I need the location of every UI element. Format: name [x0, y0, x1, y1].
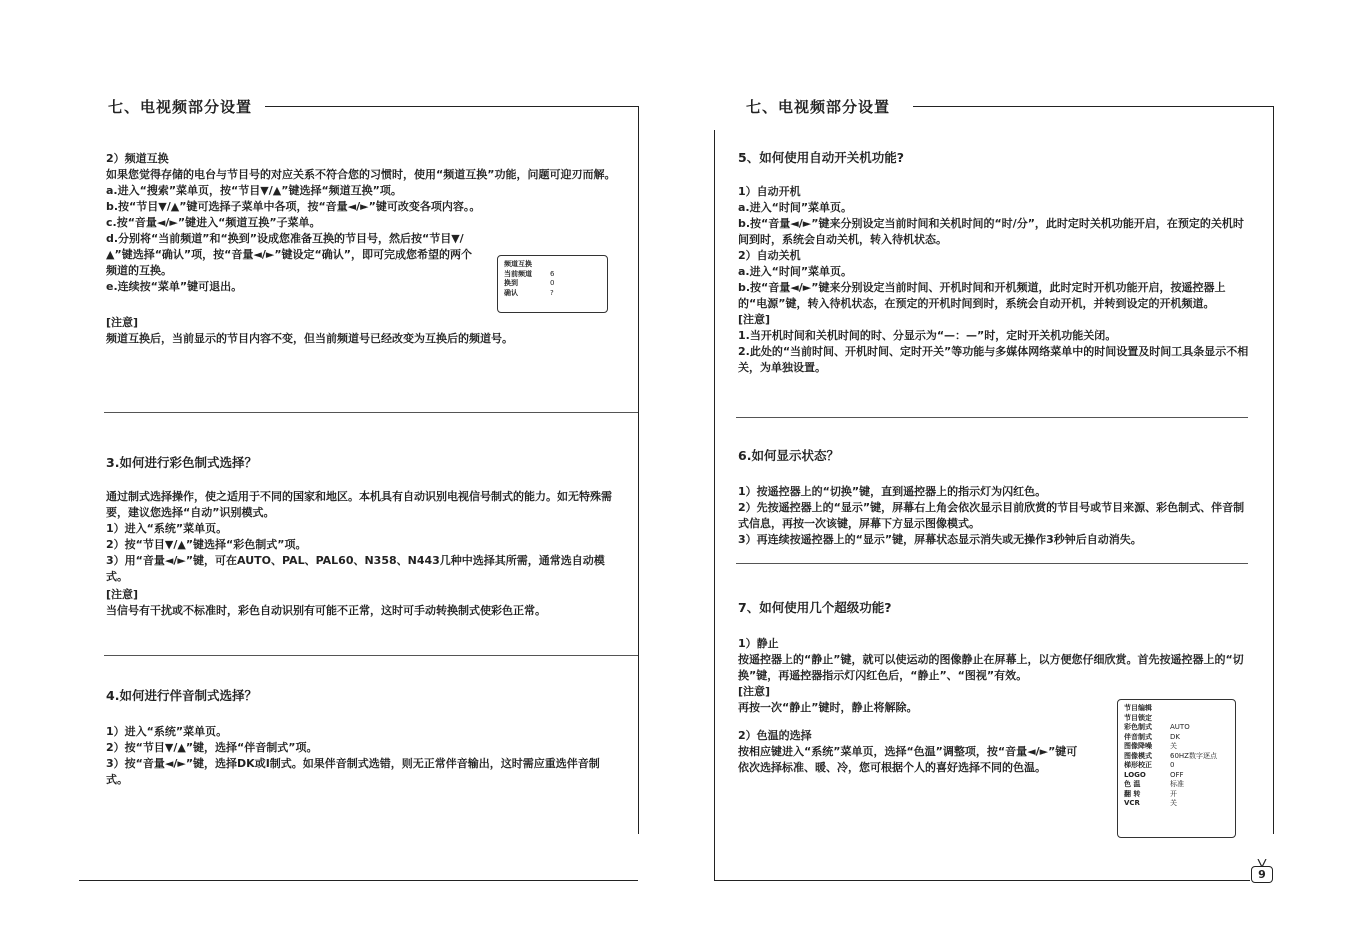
menu-row: 当前频道 6: [504, 269, 555, 278]
auto-power-note-2: 2.此处的“当前时间、开机时间、定时开关”等功能与多媒体网络菜单中的时间设置及时间工具条显示不相关，为单独设置。: [738, 345, 1249, 374]
section-divider: [736, 563, 1248, 564]
page-number: 9: [1251, 866, 1273, 883]
right-border: [638, 106, 639, 834]
channel-swap-intro: 如果您觉得存储的电台与节目号的对应关系不符合您的习惯时，使用“频道互换”功能，问题可迎刃而解。: [106, 168, 616, 181]
auto-power-section: [738, 150, 1252, 376]
section-divider: [104, 412, 638, 413]
color-temp-heading: 2）色温的选择: [738, 729, 812, 742]
menu-row: 伴音制式 DK: [1124, 732, 1180, 741]
channel-swap-steps: [106, 183, 482, 295]
bottom-rule: [714, 880, 1250, 881]
menu-row: 梯形校正 0: [1124, 761, 1175, 769]
super-functions-heading: 7、如何使用几个超级功能?: [738, 600, 892, 615]
step-d: d.分别将“当前频道”和“换到”设成您准备互换的节目号，然后按“节目▼/▲”键选择“确认”项，按“音量◄/►”键设定“确认”，即可完成您希望的两个频道的互换。: [106, 232, 473, 277]
left-border: [714, 130, 715, 880]
menu-row: 节目锁定: [1124, 713, 1152, 722]
left-page: [0, 0, 676, 933]
section-divider: [104, 655, 638, 656]
menu-row: 频道互换: [504, 260, 532, 268]
color-step-1: 1）进入“系统”菜单页。: [106, 522, 228, 535]
color-system-heading: 3.如何进行彩色制式选择？: [106, 455, 257, 470]
freeze-heading: 1）静止: [738, 637, 779, 650]
page-title: 七、电视频部分设置: [746, 98, 891, 116]
menu-row: VCR 关: [1124, 799, 1177, 807]
display-status-section: [738, 448, 1252, 548]
color-step-3: 3）用“音量◄/►”键，可在AUTO、PAL、PAL60、N358、N443几种中选择其所需，通常选自动模式。: [106, 554, 605, 583]
note-label: [注意]: [738, 685, 771, 698]
section-divider: [736, 417, 1248, 418]
step-a: a.进入“搜索”菜单页，按“节目▼/▲”键选择“频道互换”项。: [106, 184, 402, 197]
menu-row: 色 温 标准: [1124, 780, 1184, 788]
note-label: [注意]: [738, 313, 771, 326]
system-menu-box: [1117, 699, 1236, 838]
auto-off-step-a: a.进入“时间”菜单页。: [738, 265, 853, 278]
auto-power-off-heading: 2）自动关机: [738, 249, 801, 262]
color-temp-text: 按相应键进入“系统”菜单页，选择“色温”调整项，按“音量◄/►”键可依次选择标准、暖、冷，您可根据个人的喜好选择不同的色温。: [738, 745, 1078, 774]
display-line-2: 2）先按遥控器上的“显示”键，屏幕右上角会依次显示目前欣赏的节目号或节目来源、彩色制式、伴音制式信息，再按一次该键，屏幕下方显示图像模式。: [738, 501, 1245, 530]
color-temp-block: [738, 728, 1088, 776]
menu-row: 确认 ?: [504, 288, 554, 297]
sound-system-section: [106, 688, 618, 788]
sound-step-1: 1）进入“系统”菜单页。: [106, 725, 228, 738]
title-rule: [265, 106, 638, 107]
left-content: [106, 151, 618, 347]
display-status-heading: 6.如何显示状态？: [738, 448, 839, 463]
note-label: [注意]: [106, 588, 139, 601]
auto-power-note-1: 1.当开机时间和关机时间的时、分显示为“—：—”时，定时开关机功能关闭。: [738, 329, 1117, 342]
note-label: [注意]: [106, 316, 139, 329]
sound-step-2: 2）按“节目▼/▲”键，选择“伴音制式”项。: [106, 741, 318, 754]
channel-swap-note: 频道互换后，当前显示的节目内容不变，但当前频道号已经改变为互换后的频道号。: [106, 332, 513, 345]
title-rule: [913, 106, 1273, 107]
menu-row: 图像降噪 关: [1124, 742, 1177, 750]
menu-row: 图像模式 60HZ数字逐点: [1124, 751, 1217, 760]
auto-on-step-a: a.进入“时间”菜单页。: [738, 201, 853, 214]
color-step-2: 2）按“节目▼/▲”键选择“彩色制式”项。: [106, 538, 307, 551]
auto-power-on-heading: 1）自动开机: [738, 185, 801, 198]
menu-row: 换到 0: [504, 279, 555, 287]
color-system-section: [106, 455, 618, 619]
auto-off-step-b: b.按“音量◄/►”键来分别设定当前时间、开机时间和开机频道，此时定时开机功能开启，按遥控器上的“电源”键，转入待机状态，在预定的开机时间到时，系统会自动开机，并转到设定的开机频道。: [738, 281, 1226, 310]
right-page: [676, 0, 1353, 933]
freeze-text: 按遥控器上的“静止”键，就可以使运动的图像静止在屏幕上，以方便您仔细欣赏。首先按遥控器上的“切换”键，再遥控器指示灯闪红色后，“静止”、“图视”有效。: [738, 653, 1244, 682]
display-line-3: 3）再连续按遥控器上的“显示”键，屏幕状态显示消失或无操作3秒钟后自动消失。: [738, 533, 1142, 546]
auto-on-step-b: b.按“音量◄/►”键来分别设定当前时间和关机时间的“时/分”，此时定时关机功能开启，在预定的关机时间到时，系统会自动关机，转入待机状态。: [738, 217, 1244, 246]
bottom-rule: [79, 880, 638, 881]
auto-power-heading: 5、如何使用自动开关机功能?: [738, 150, 904, 165]
sound-system-heading: 4.如何进行伴音制式选择？: [106, 688, 257, 703]
page-title: 七、电视频部分设置: [108, 98, 253, 116]
color-system-intro: 通过制式选择操作，使之适用于不同的国家和地区。本机具有自动识别电视信号制式的能力。如无特殊需要，建议您选择“自动”识别模式。: [106, 490, 612, 519]
sound-step-3: 3）按“音量◄/►”键，选择DK或I制式。如果伴音制式选错，则无正常伴音输出，这时需应重选伴音制式。: [106, 757, 600, 786]
right-border: [1273, 106, 1274, 834]
menu-row: 彩色制式 AUTO: [1124, 723, 1190, 731]
step-c: c.按“音量◄/►”键进入“频道互换”子菜单。: [106, 216, 321, 229]
freeze-note: 再按一次“静止”键时，静止将解除。: [738, 701, 918, 714]
step-b: b.按“节目▼/▲”键可选择子菜单中各项，按“音量◄/►”键可改变各项内容。。: [106, 200, 481, 213]
menu-row: 节目编辑: [1124, 704, 1152, 712]
channel-swap-menu-box: [497, 255, 608, 313]
menu-row: 翻 转 开: [1124, 789, 1177, 798]
menu-row: LOGO OFF: [1124, 770, 1184, 779]
color-system-note: 当信号有干扰或不标准时，彩色自动识别有可能不正常，这时可手动转换制式使彩色正常。: [106, 604, 546, 617]
step-e: e.连续按“菜单”键可退出。: [106, 280, 243, 293]
channel-swap-heading: 2）频道互换: [106, 152, 169, 165]
display-line-1: 1）按遥控器上的“切换”键，直到遥控器上的指示灯为闪红色。: [738, 485, 1047, 498]
